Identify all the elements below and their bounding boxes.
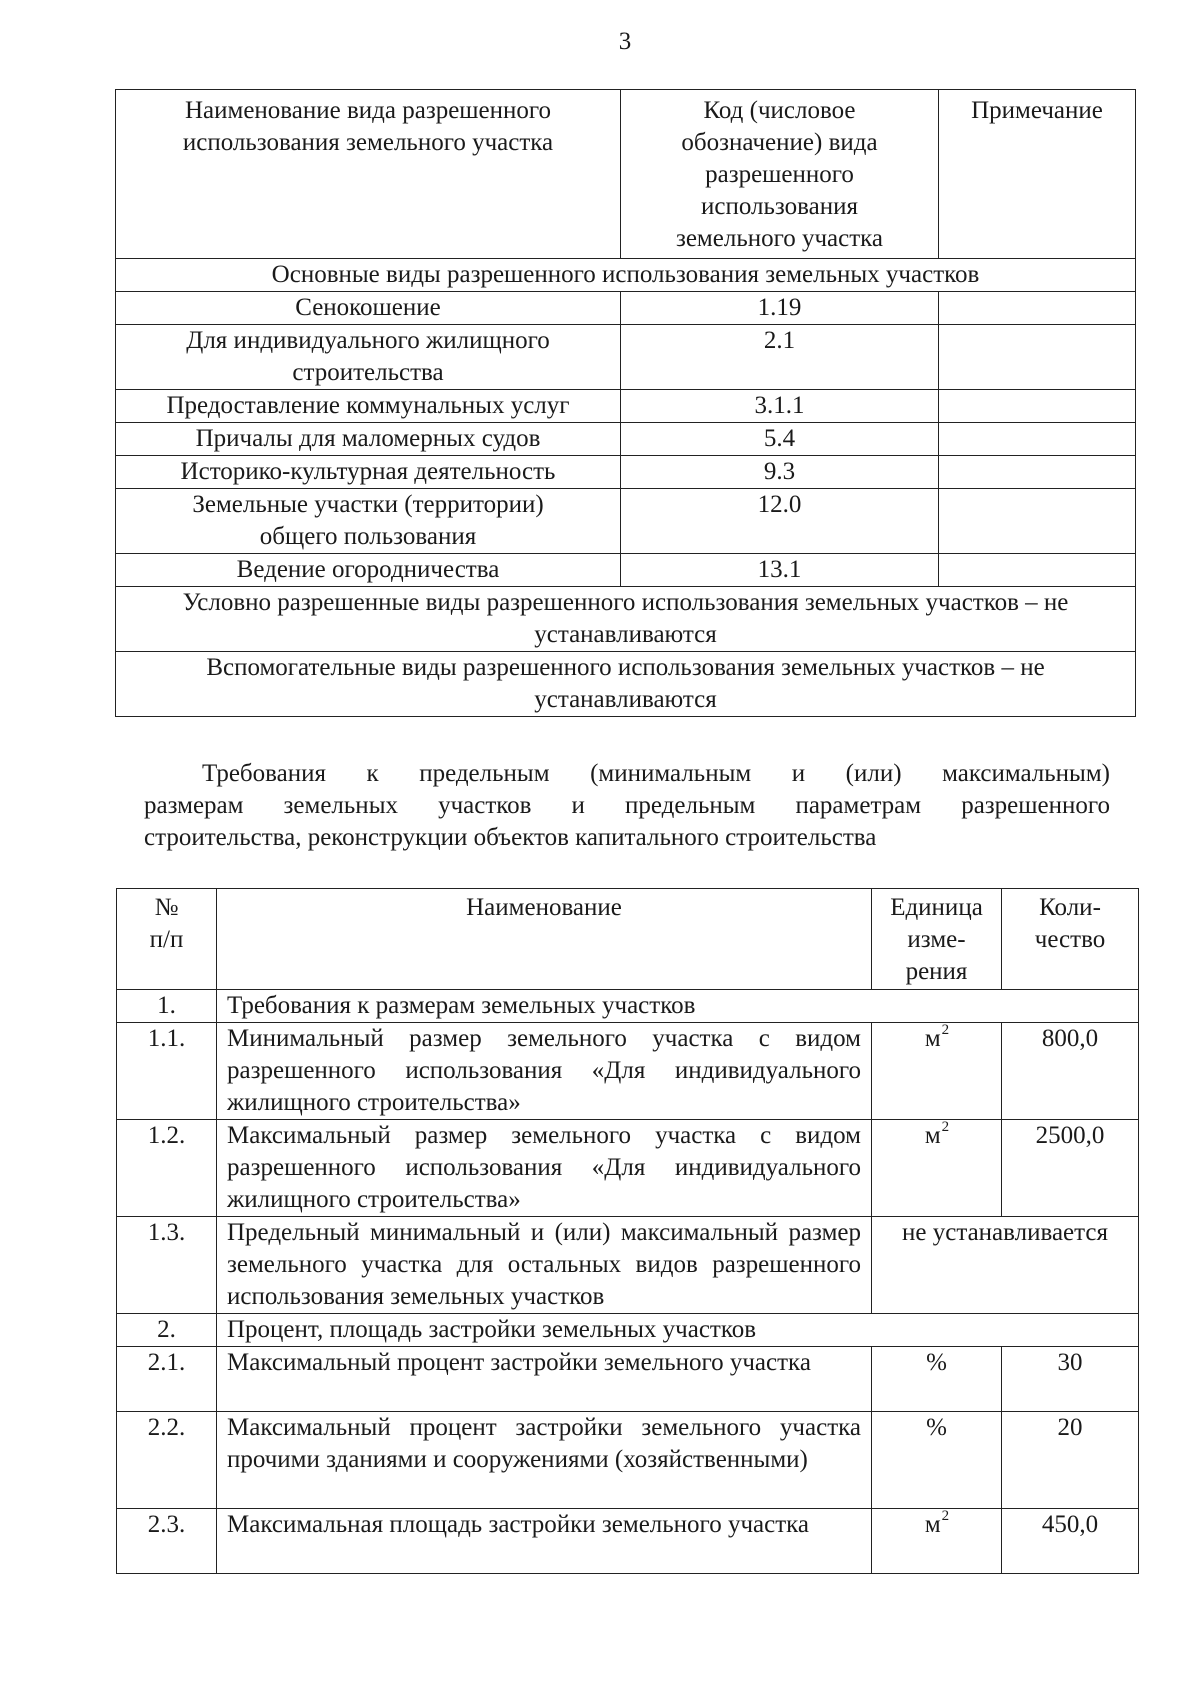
unit-superscript: 2 <box>941 1508 950 1524</box>
table-row <box>116 554 1136 587</box>
row-num: 1.2. <box>117 1120 217 1217</box>
use-note <box>939 489 1136 554</box>
row-num: 1.3. <box>117 1217 217 1314</box>
section-auxiliary-uses: Вспомогательные виды разрешенного использования земельных участков – не устанавливаются <box>116 652 1136 717</box>
table-row <box>116 423 1136 456</box>
section-row <box>116 652 1136 717</box>
row-name: Минимальный размер земельного участка с видом разрешенного использования «Для индивидуального жилищного строительства» <box>217 1023 872 1120</box>
use-code: 5.4 <box>621 423 939 456</box>
use-note <box>939 292 1136 325</box>
table-row <box>117 1120 1139 1217</box>
use-name: Для индивидуального жилищного строительства <box>116 325 621 390</box>
table-row <box>117 1412 1139 1509</box>
use-code: 12.0 <box>621 489 939 554</box>
table-row <box>116 325 1136 390</box>
header-name: Наименование <box>217 889 872 990</box>
row-name: Максимальная площадь застройки земельного участка <box>217 1509 872 1574</box>
row-unit <box>872 1120 1002 1217</box>
header-num-label: № п/п <box>149 894 184 953</box>
table-row <box>117 1217 1139 1314</box>
row-qty: 800,0 <box>1002 1023 1139 1120</box>
table-row <box>116 390 1136 423</box>
row-qty: 2500,0 <box>1002 1120 1139 1217</box>
row-num: 1.1. <box>117 1023 217 1120</box>
requirements-heading-line: Требования к предельным (минимальным и (или) максимальным) <box>202 760 1110 787</box>
use-name: Земельные участки (территории) общего пользования <box>116 489 621 554</box>
table-row <box>117 1509 1139 1574</box>
header-qty: Коли-чество <box>1002 889 1139 990</box>
row-qty: 30 <box>1002 1347 1139 1412</box>
row-qty: 450,0 <box>1002 1509 1139 1574</box>
unit-superscript: 2 <box>941 1022 950 1038</box>
row-qty: 20 <box>1002 1412 1139 1509</box>
row-name: Максимальный размер земельного участка с видом разрешенного использования «Для индивидуального жилищного строительства» <box>217 1120 872 1217</box>
use-name: Историко-культурная деятельность <box>116 456 621 489</box>
row-name: Максимальный процент застройки земельного участка прочими зданиями и сооружениями (хозяйственными) <box>217 1412 872 1509</box>
table-row <box>116 489 1136 554</box>
use-code: 13.1 <box>621 554 939 587</box>
unit-text: м <box>924 1511 941 1538</box>
unit-text: м <box>924 1122 941 1149</box>
row-unit: % <box>872 1412 1002 1509</box>
requirements-heading-line: строительства, реконструкции объектов капитального строительства <box>144 824 877 851</box>
row-num: 2.2. <box>117 1412 217 1509</box>
table-row <box>117 1347 1139 1412</box>
row-unit <box>872 1023 1002 1120</box>
table-row <box>116 456 1136 489</box>
unit-text: м <box>924 1025 941 1052</box>
table-header-row <box>117 889 1139 990</box>
section-main-uses: Основные виды разрешенного использования земельных участков <box>116 259 1136 292</box>
header-num <box>117 889 217 990</box>
requirements-heading-line: размерам земельных участков и предельным параметрам разрешенного <box>144 792 1110 819</box>
row-unit <box>872 1509 1002 1574</box>
use-code: 2.1 <box>621 325 939 390</box>
table-row <box>117 1023 1139 1120</box>
row-num: 2.1. <box>117 1347 217 1412</box>
section-conditional-uses: Условно разрешенные виды разрешенного использования земельных участков – не устанавливаются <box>116 587 1136 652</box>
requirements-heading <box>144 758 1110 854</box>
use-note <box>939 456 1136 489</box>
row-num: 2.3. <box>117 1509 217 1574</box>
header-use-name: Наименование вида разрешенного использования земельного участка <box>116 90 621 259</box>
section-row <box>116 259 1136 292</box>
table-header-row <box>116 90 1136 259</box>
use-name: Сенокошение <box>116 292 621 325</box>
section-row <box>116 587 1136 652</box>
use-name: Ведение огородничества <box>116 554 621 587</box>
header-use-code: Код (числовое обозначение) вида разрешенного использования земельного участка <box>621 90 939 259</box>
use-code: 3.1.1 <box>621 390 939 423</box>
header-note: Примечание <box>939 90 1136 259</box>
use-name: Предоставление коммунальных услуг <box>116 390 621 423</box>
row-name: Предельный минимальный и (или) максимальный размер земельного участка для остальных видов разрешенного использования земельных участков <box>217 1217 872 1314</box>
use-note <box>939 325 1136 390</box>
row-unit: % <box>872 1347 1002 1412</box>
use-name: Причалы для маломерных судов <box>116 423 621 456</box>
zoning-uses-table <box>115 89 1136 717</box>
page-number: 3 <box>618 28 632 55</box>
section-row <box>117 1314 1139 1347</box>
use-note <box>939 423 1136 456</box>
table-row <box>116 292 1136 325</box>
unit-superscript: 2 <box>941 1119 950 1135</box>
row-name: Максимальный процент застройки земельного участка <box>217 1347 872 1412</box>
section-title: Процент, площадь застройки земельных участков <box>217 1314 1139 1347</box>
section-num: 1. <box>117 990 217 1023</box>
header-unit: Единица изме-рения <box>872 889 1002 990</box>
use-code: 1.19 <box>621 292 939 325</box>
section-row <box>117 990 1139 1023</box>
section-num: 2. <box>117 1314 217 1347</box>
params-table <box>116 888 1139 1574</box>
row-merged-value: не устанавливается <box>872 1217 1139 1314</box>
use-code: 9.3 <box>621 456 939 489</box>
use-note <box>939 554 1136 587</box>
use-note <box>939 390 1136 423</box>
section-title: Требования к размерам земельных участков <box>217 990 1139 1023</box>
